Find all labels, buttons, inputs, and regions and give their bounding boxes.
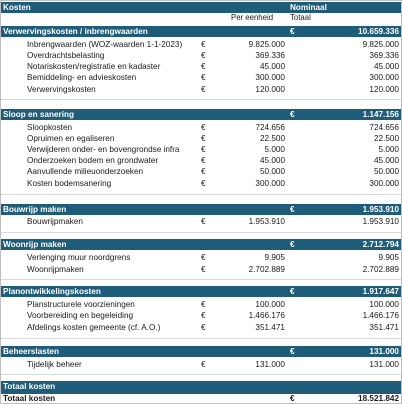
divider <box>1 232 401 233</box>
per-unit-value: 300.000 <box>255 179 285 188</box>
currency-symbol: € <box>201 145 206 154</box>
row-label: Kosten bodemsanering <box>27 179 112 188</box>
table-row <box>1 133 401 144</box>
currency-symbol: € <box>290 394 295 403</box>
divider <box>1 279 401 280</box>
section-total: 1.953.910 <box>362 205 399 214</box>
currency-symbol: € <box>201 134 206 143</box>
total-value: 22.500 <box>373 134 399 143</box>
total-value: 50.000 <box>373 167 399 176</box>
section-title: Beheerslasten <box>3 347 59 356</box>
table-row <box>1 216 401 227</box>
total-value: 5.000 <box>378 145 399 154</box>
currency-symbol: € <box>201 123 206 132</box>
currency-symbol: € <box>201 217 206 226</box>
table-row <box>1 72 401 83</box>
table-row <box>1 252 401 263</box>
currency-symbol: € <box>201 73 206 82</box>
currency-symbol: € <box>201 156 206 165</box>
currency-symbol: € <box>201 85 206 94</box>
divider <box>1 194 401 195</box>
kosten-header: Kosten <box>3 3 31 12</box>
total-value: 351.471 <box>369 323 399 332</box>
section-total: 1.147.156 <box>362 110 399 119</box>
per-unit-value: 300.000 <box>255 73 285 82</box>
table-row <box>1 322 401 333</box>
row-label: Tijdelijk beheer <box>27 360 82 369</box>
currency-symbol: € <box>201 51 206 60</box>
row-label: Notariskosten/registratie en kadaster <box>27 62 161 71</box>
section-title: Bouwrijp maken <box>3 205 67 214</box>
per-eenheid-header: Per eenheid <box>231 13 274 22</box>
per-unit-value: 5.000 <box>264 145 285 154</box>
per-unit-value: 1.953.910 <box>248 217 285 226</box>
section-title: Woonrijp maken <box>3 240 67 249</box>
section-header-verwerving <box>1 26 401 37</box>
per-unit-value: 45.000 <box>259 62 285 71</box>
total-value: 724.656 <box>369 123 399 132</box>
table-row <box>1 155 401 166</box>
currency-symbol: € <box>201 265 206 274</box>
per-unit-value: 724.656 <box>255 123 285 132</box>
table-header-row <box>1 2 401 13</box>
row-label: Bemiddeling- en advieskosten <box>27 73 137 82</box>
divider <box>1 99 401 100</box>
section-title: Planontwikkelingskosten <box>3 287 101 296</box>
section-header-sloop <box>1 109 401 120</box>
currency-symbol: € <box>201 253 206 262</box>
table-row <box>1 122 401 133</box>
row-label: Verwijderen onder- en bovengrondse infra <box>27 145 180 154</box>
currency-symbol: € <box>201 62 206 71</box>
grand-total-value: 18.521.842 <box>358 394 399 403</box>
total-value: 300.000 <box>369 73 399 82</box>
section-header-beheerslasten <box>1 346 401 357</box>
row-label: Planstructurele voorzieningen <box>27 300 135 309</box>
per-unit-value: 2.702.889 <box>248 265 285 274</box>
table-row <box>1 166 401 177</box>
totaal-header: Totaal <box>290 13 311 22</box>
currency-symbol: € <box>201 300 206 309</box>
section-header-planontwikkeling <box>1 286 401 297</box>
currency-symbol: € <box>290 287 295 296</box>
per-unit-value: 369.336 <box>255 51 285 60</box>
total-value: 120.000 <box>369 85 399 94</box>
currency-symbol: € <box>201 167 206 176</box>
row-label: Bouwrijpmaken <box>27 217 83 226</box>
table-row <box>1 178 401 189</box>
table-row <box>1 310 401 321</box>
row-label: Afdelings kosten gemeente (cf. A.O.) <box>27 323 161 332</box>
total-value: 131.000 <box>369 360 399 369</box>
table-row <box>1 84 401 95</box>
grand-total-label: Totaal kosten <box>3 394 56 403</box>
table-row <box>1 61 401 72</box>
table-row <box>1 264 401 275</box>
currency-symbol: € <box>290 110 295 119</box>
divider <box>1 374 401 375</box>
nominaal-header: Nominaal <box>290 3 327 12</box>
table-subheader-row <box>1 13 401 23</box>
row-label: Woonrijpmaken <box>27 265 84 274</box>
per-unit-value: 1.466.176 <box>248 311 285 320</box>
per-unit-value: 120.000 <box>255 85 285 94</box>
section-total: 131.000 <box>369 347 399 356</box>
row-label: Verwervingskosten <box>27 85 96 94</box>
section-total: 2.712.794 <box>362 240 399 249</box>
per-unit-value: 45.000 <box>259 156 285 165</box>
table-row <box>1 144 401 155</box>
currency-symbol: € <box>201 40 206 49</box>
row-label: Sloopkosten <box>27 123 73 132</box>
total-value: 45.000 <box>373 156 399 165</box>
section-total: 10.659.336 <box>358 27 399 36</box>
currency-symbol: € <box>290 240 295 249</box>
section-header-bouwrijp <box>1 204 401 215</box>
total-value: 1.953.910 <box>362 217 399 226</box>
currency-symbol: € <box>290 347 295 356</box>
per-unit-value: 22.500 <box>259 134 285 143</box>
currency-symbol: € <box>201 179 206 188</box>
section-title: Sloop en sanering <box>3 110 74 119</box>
per-unit-value: 9.905 <box>264 253 285 262</box>
section-title: Verwervingskosten / inbrengwaarden <box>3 27 148 36</box>
row-label: Verlenging muur noordgrens <box>27 253 131 262</box>
grand-total-section-title: Totaal kosten <box>3 382 56 391</box>
total-value: 9.825.000 <box>362 40 399 49</box>
divider <box>1 338 401 339</box>
row-label: Aanvullende milieuonderzoeken <box>27 167 144 176</box>
total-value: 9.905 <box>378 253 399 262</box>
currency-symbol: € <box>201 360 206 369</box>
table-row <box>1 299 401 310</box>
per-unit-value: 351.471 <box>255 323 285 332</box>
row-label: Onderzoeken bodem en grondwater <box>27 156 159 165</box>
total-value: 2.702.889 <box>362 265 399 274</box>
row-label: Opruimen en egaliseren <box>27 134 115 143</box>
row-label: Inbrengwaarden (WOZ-waarden 1-1-2023) <box>27 40 183 49</box>
total-value: 300.000 <box>369 179 399 188</box>
currency-symbol: € <box>201 311 206 320</box>
total-value: 100.000 <box>369 300 399 309</box>
total-value: 1.466.176 <box>362 311 399 320</box>
currency-symbol: € <box>290 27 295 36</box>
row-label: Voorbereiding en begeleiding <box>27 311 134 320</box>
currency-symbol: € <box>201 323 206 332</box>
total-value: 369.336 <box>369 51 399 60</box>
table-row <box>1 359 401 370</box>
per-unit-value: 131.000 <box>255 360 285 369</box>
currency-symbol: € <box>290 205 295 214</box>
table-row <box>1 39 401 50</box>
per-unit-value: 100.000 <box>255 300 285 309</box>
section-total: 1.917.647 <box>362 287 399 296</box>
grand-total-header <box>1 381 401 392</box>
section-header-woonrijp <box>1 239 401 250</box>
per-unit-value: 50.000 <box>259 167 285 176</box>
grand-total-row <box>1 393 401 404</box>
per-unit-value: 9.825.000 <box>248 40 285 49</box>
total-value: 45.000 <box>373 62 399 71</box>
table-row <box>1 50 401 61</box>
row-label: Overdrachtsbelasting <box>27 51 105 60</box>
